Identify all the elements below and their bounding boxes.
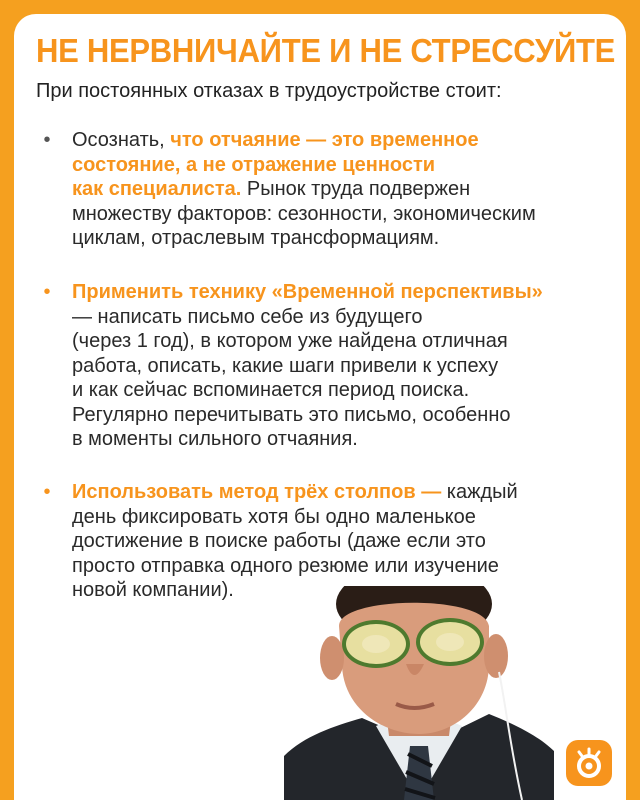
list-item-2 [40,280,600,452]
list-item-text: Использовать метод трёх столпов — каждый день фиксировать хотя бы одно маленькое достижение в поиске работы (даже если это просто отправка одного резюме или изучение новой компании). [72,481,518,601]
bullet: • [43,129,51,151]
card [14,14,626,800]
intro-text: При постоянных отказах в трудоустройстве стоит: [36,80,502,102]
eye-logo-icon [566,740,612,786]
list-item-1 [40,128,600,251]
list-item-text: Осознать, что отчаяние — это временное состояние, а не отражение ценности как специалиста. Рынок труда подвержен множеству факторов: сезонности, экономическим циклам, отраслевым трансформациям. [72,129,536,249]
list-item-text: Применить технику «Временной перспективы» — написать письмо себе из будущего (через 1 год), в котором уже найдена отличная работа, описать, какие шаги привели к успеху и как сейчас вспоминается период поиска. Регулярно перечитывать это письмо, особенно в моменты сильного отчаяния. [72,281,543,450]
page-title: НЕ НЕРВНИЧАЙТЕ И НЕ СТРЕССУЙТЕ [36,32,616,69]
man-with-cucumber-eyes-image [284,586,554,800]
bullet: • [43,281,51,303]
list-item-3 [40,480,600,603]
bullet: • [43,481,51,503]
